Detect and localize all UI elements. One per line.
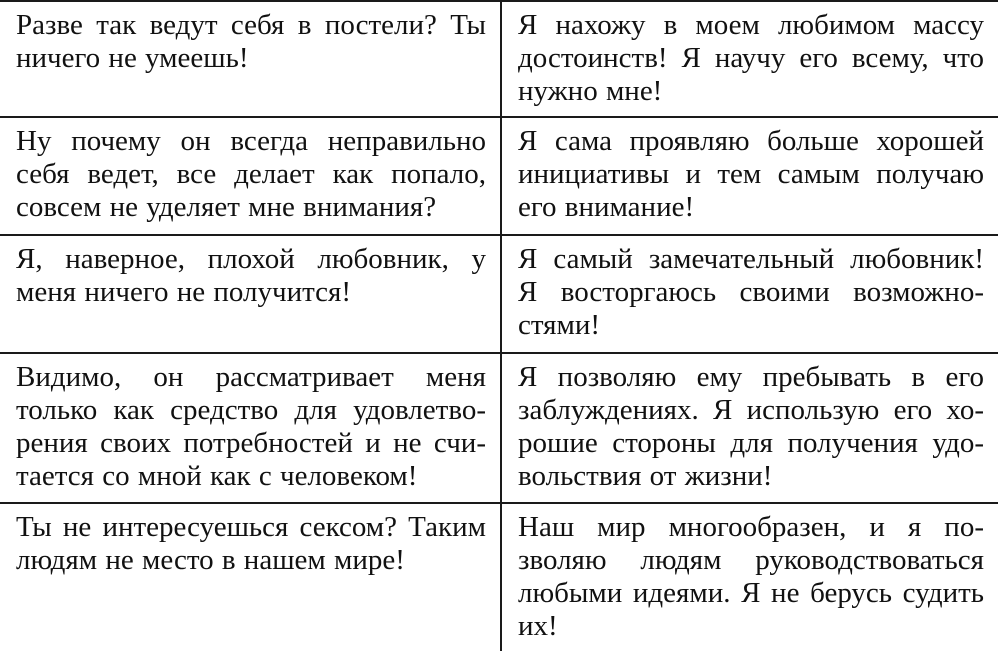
table-row bbox=[0, 1, 998, 117]
table-row bbox=[0, 235, 998, 353]
negative-statement: Видимо, он рассматривает меня только как средство для удовлетворения своих потребностей и не считается со мной как с человеком! bbox=[0, 353, 501, 503]
negative-statement: Я, наверное, плохой любовник, у меня ничего не получится! bbox=[0, 235, 501, 353]
table-row bbox=[0, 117, 998, 235]
positive-statement: Я нахожу в моем любимом массу достоинств! Я научу его всему, что нужно мне! bbox=[501, 1, 998, 117]
negative-statement: Разве так ведут себя в постели? Ты ничего не умеешь! bbox=[0, 1, 501, 117]
table-row bbox=[0, 353, 998, 503]
table-row bbox=[0, 503, 998, 651]
positive-statement: Наш мир многообразен, и я позволяю людям руководствоваться любыми идеями. Я не берусь судить их! bbox=[518, 511, 984, 642]
positive-statement: Я сама проявляю больше хорошей инициативы и тем самым получаю его внимание! bbox=[501, 117, 998, 235]
negative-statement: Ну почему он всегда неправильно себя ведет, все делает как попало, совсем не уделяет мне внимания? bbox=[0, 117, 501, 235]
positive-statement: Я позволяю ему пребывать в его заблуждениях. Я использую его хорошие стороны для получения удовольствия от жизни! bbox=[501, 353, 998, 503]
positive-statement: Я самый замечательный любовник! Я восторгаюсь своими возможностями! bbox=[501, 235, 998, 353]
negative-statement: Ты не интересуешься сексом? Таким людям не место в нашем мире! bbox=[0, 503, 501, 651]
